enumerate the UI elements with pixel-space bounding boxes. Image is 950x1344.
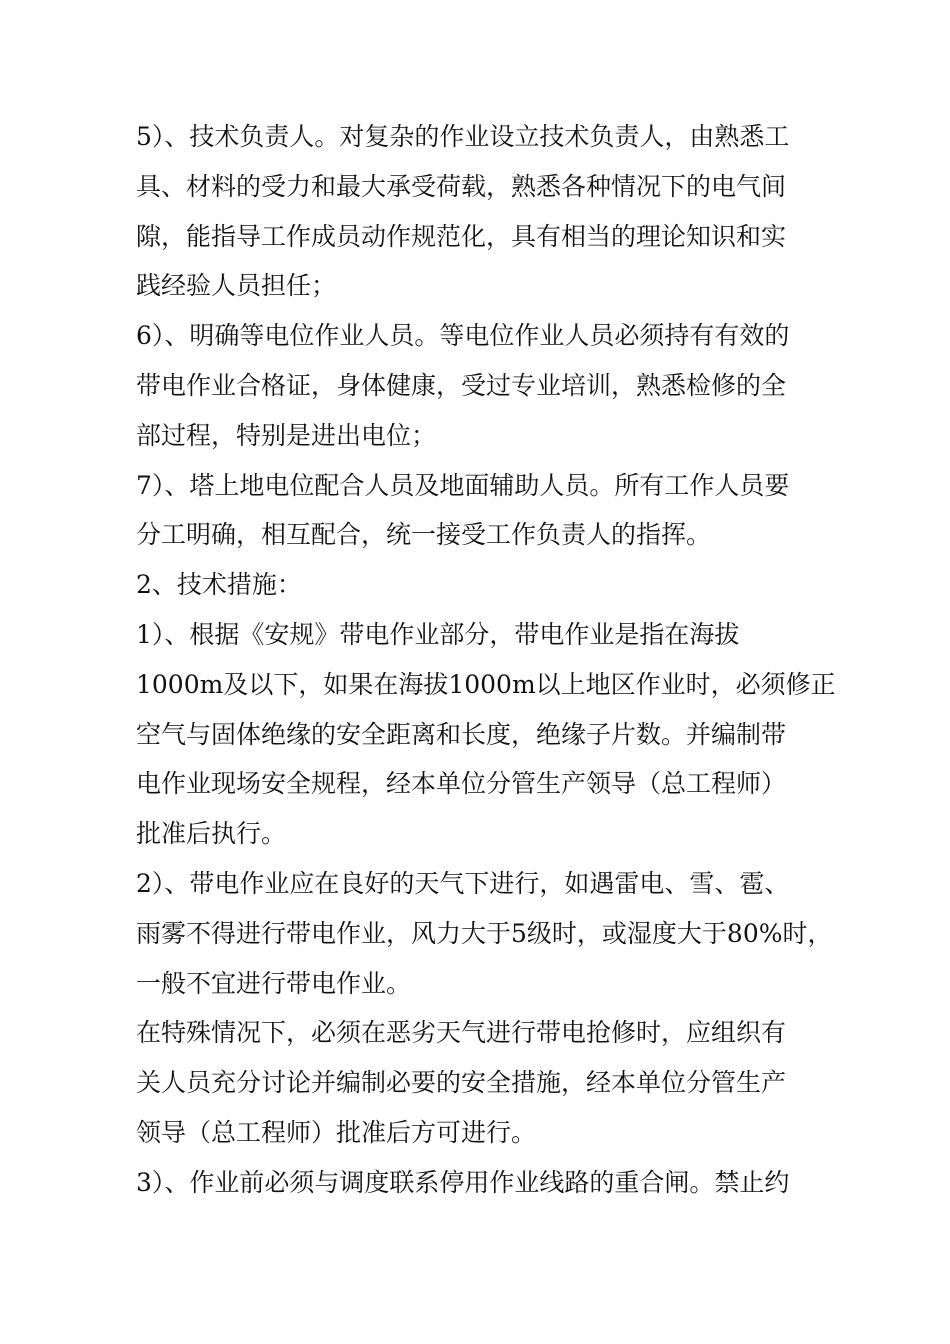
text-line: 带电作业合格证，身体健康，受过专业培训，熟悉检修的全 [136,370,787,400]
text-line: 空气与固体绝缘的安全距离和长度，绝缘子片数。并编制带 [136,719,787,749]
text-line: 具、材料的受力和最大承受荷载，熟悉各种情况下的电气间 [136,171,787,201]
text-line: 领导（总工程师）批准后方可进行。 [136,1117,537,1147]
text-line: 分工明确，相互配合，统一接受工作负责人的指挥。 [136,520,712,550]
text-line: 在特殊情况下，必须在恶劣天气进行带电抢修时，应组织有 [136,1018,787,1048]
text-line: 5）、技术负责人。对复杂的作业设立技术负责人，由熟悉工 [136,122,790,151]
text-line: 隙，能指导工作成员动作规范化，具有相当的理论知识和实 [136,221,787,251]
text-line: 6）、明确等电位作业人员。等电位作业人员必须持有有效的 [136,321,790,351]
text-line: 关人员充分讨论并编制必要的安全措施，经本单位分管生产 [136,1068,787,1098]
text-line: 电作业现场安全规程，经本单位分管生产领导（总工程师） [136,769,787,799]
text-line: 践经验人员担任； [136,271,337,301]
document-body [136,112,836,1208]
text-line: 雨雾不得进行带电作业，风力大于5级时，或湿度大于80%时， [136,918,833,948]
text-line: 批准后执行。 [136,819,287,849]
text-line: 一般不宜进行带电作业。 [136,968,412,998]
text-line: 3）、作业前必须与调度联系停用作业线路的重合闸。禁止约 [136,1167,790,1197]
text-line: 部过程，特别是进出电位； [136,420,437,450]
text-line: 7）、塔上地电位配合人员及地面辅助人员。所有工作人员要 [136,470,790,500]
text-line: 1）、根据《安规》带电作业部分，带电作业是指在海拔 [136,619,740,649]
section-heading: 2、技术措施： [136,570,302,600]
text-line: 2）、带电作业应在良好的天气下进行，如遇雷电、雪、雹、 [136,868,790,898]
text-line: 1000m及以下，如果在海拔1000m以上地区作业时，必须修正 [136,669,836,699]
